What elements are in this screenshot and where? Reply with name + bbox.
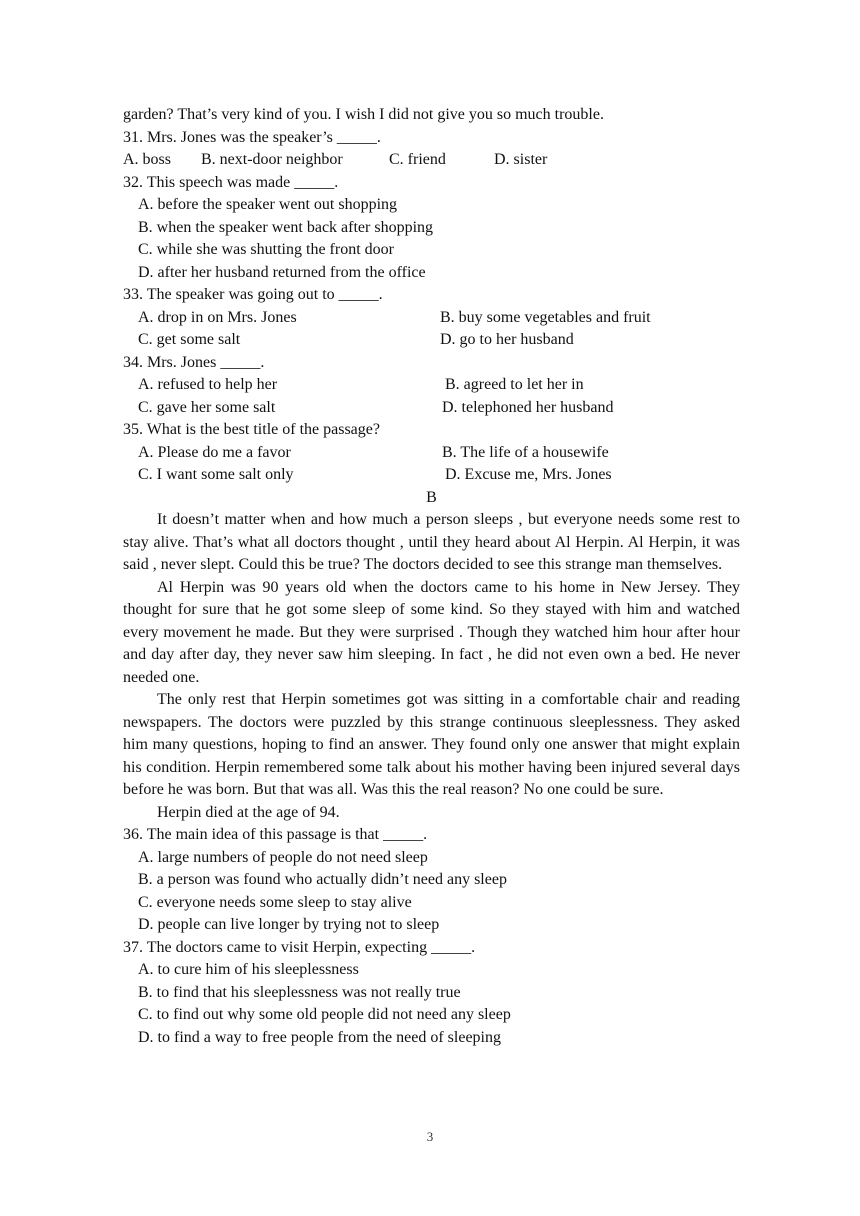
- question-31-stem: 31. Mrs. Jones was the speaker’s _____.: [123, 128, 381, 146]
- question-34-option-b: B. agreed to let her in: [445, 376, 584, 393]
- passage-paragraph-3: The only rest that Herpin sometimes got was sitting in a comfortable chair and reading newspapers. The doctors were puzzled by this strange continuous sleeplessness. They asked him many questions, hoping to find an answer. They found only one answer that might explain his condition. Herpin remembered some talk about his mother having been injured several days before he was born. But that was all. Was this the real reason? No one could be sure.: [123, 691, 740, 798]
- exam-page: [123, 104, 740, 1049]
- question-37-option-c: C. to find out why some old people did not need any sleep: [138, 1006, 511, 1023]
- question-36-option-d: D. people can live longer by trying not to sleep: [138, 916, 440, 933]
- question-35-option-d: D. Excuse me, Mrs. Jones: [445, 466, 612, 483]
- question-36-option-c: C. everyone needs some sleep to stay alive: [138, 893, 412, 911]
- question-32-option-d: D. after her husband returned from the office: [138, 263, 426, 281]
- question-33-option-a: A. drop in on Mrs. Jones: [138, 308, 297, 326]
- question-33-options-row-1: [123, 307, 740, 330]
- question-37-option-b: B. to find that his sleeplessness was not really true: [138, 983, 461, 1001]
- question-31-option-b: B. next-door neighbor: [201, 151, 343, 168]
- question-35-option-c: C. I want some salt only: [138, 466, 294, 483]
- question-31-option-c: C. friend: [389, 151, 446, 168]
- question-33-option-d: D. go to her husband: [440, 331, 574, 348]
- question-37-option-a: A. to cure him of his sleeplessness: [138, 961, 359, 978]
- continued-text-line: garden? That’s very kind of you. I wish I did not give you so much trouble.: [123, 106, 604, 123]
- question-31-option-d: D. sister: [494, 151, 548, 168]
- question-34-stem: 34. Mrs. Jones _____.: [123, 353, 265, 371]
- question-32-option-b: B. when the speaker went back after shopping: [138, 218, 434, 236]
- passage-paragraph-2: Al Herpin was 90 years old when the doctors came to his home in New Jersey. They thought for sure that he got some sleep of some kind. So they stayed with him and watched every movement he made. But they were surprised . Though they watched him hour after hour and day after day, they never saw him sleeping. In fact , he did not even own a bed. He never needed one.: [123, 578, 740, 686]
- question-37-option-d: D. to find a way to free people from the need of sleeping: [138, 1028, 501, 1046]
- question-31-option-a: A. boss: [123, 151, 172, 168]
- question-36-option-b: B. a person was found who actually didn’t need any sleep: [138, 871, 507, 888]
- passage-paragraph-1: It doesn’t matter when and how much a person sleeps , but everyone needs some rest to stay alive. That’s what all doctors thought , until they heard about Al Herpin. Al Herpin, it was said , never slept. Could this be true? The doctors decided to see this strange man themselves.: [123, 511, 740, 573]
- question-35-options-row-1: [123, 442, 740, 465]
- question-34-options-row-1: [123, 374, 740, 397]
- question-35-option-b: B. The life of a housewife: [442, 443, 609, 461]
- question-34-option-d: D. telephoned her husband: [442, 398, 614, 416]
- question-36-stem: 36. The main idea of this passage is that _____.: [123, 826, 428, 843]
- question-33-options-row-2: [123, 329, 740, 352]
- question-34-option-c: C. gave her some salt: [138, 398, 276, 416]
- question-35-option-a: A. Please do me a favor: [138, 443, 291, 461]
- question-32-option-c: C. while she was shutting the front door: [138, 241, 394, 258]
- question-34-option-a: A. refused to help her: [138, 376, 278, 393]
- passage-paragraph-4: Herpin died at the age of 94.: [157, 803, 340, 821]
- question-36-option-a: A. large numbers of people do not need sleep: [138, 848, 428, 866]
- question-37-stem: 37. The doctors came to visit Herpin, expecting _____.: [123, 938, 476, 956]
- question-31-options: [123, 149, 740, 172]
- section-heading: B: [426, 488, 437, 506]
- question-33-stem: 33. The speaker was going out to _____.: [123, 286, 383, 303]
- question-33-option-c: C. get some salt: [138, 331, 241, 348]
- page-number: 3: [426, 1129, 434, 1144]
- question-34-options-row-2: [123, 397, 740, 420]
- question-33-option-b: B. buy some vegetables and fruit: [440, 308, 651, 326]
- question-32-option-a: A. before the speaker went out shopping: [138, 196, 398, 213]
- question-35-options-row-2: [123, 464, 740, 487]
- question-35-stem: 35. What is the best title of the passage?: [123, 421, 380, 438]
- question-32-stem: 32. This speech was made _____.: [123, 173, 339, 191]
